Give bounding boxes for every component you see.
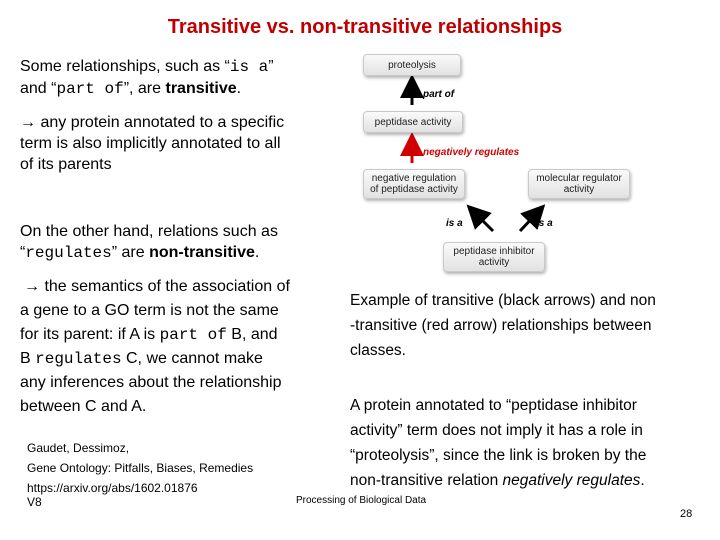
transitive-term: transitive <box>165 80 237 97</box>
node-peptidase-inhibitor: peptidase inhibitor activity <box>443 242 545 272</box>
footer-course: Processing of Biological Data <box>296 495 427 506</box>
transitive-intro: Some relationships, such as “is a” and “part of”, are transitive. <box>20 58 274 98</box>
transitive-implication: → any protein annotated to a specific term is also implicitly annotated to all of its parents <box>20 114 285 173</box>
go-relationship-diagram <box>355 48 675 278</box>
edge-label-negatively-regulates: negatively regulates <box>423 147 520 158</box>
is-a-right-arrow <box>520 213 537 231</box>
version-label: V8 <box>27 495 42 509</box>
node-peptidase-activity: peptidase activity <box>363 111 463 133</box>
edge-label-is-a-right: is a <box>536 218 553 229</box>
node-molecular-regulator: molecular regulator activity <box>528 169 630 199</box>
edge-label-is-a-left: is a <box>446 218 463 229</box>
page-number: 28 <box>680 508 693 520</box>
reference-authors: Gaudet, Dessimoz, <box>27 441 130 455</box>
node-negative-regulation: negative regulation of peptidase activity <box>363 169 465 199</box>
slide-title: Transitive vs. non-transitive relationships <box>167 16 563 38</box>
is-a-left-arrow <box>475 213 493 231</box>
reference-url[interactable]: https://arxiv.org/abs/1602.01876 <box>27 481 198 495</box>
semantics-explanation: → the semantics of the association of a gene to a GO term is not the same for its parent: if A is part of B, and B regulates C, we cannot make any inferences about the relationship between C and A. <box>20 278 290 415</box>
reference-paper-title: Gene Ontology: Pitfalls, Biases, Remedies <box>27 461 254 475</box>
diagram-caption: Example of transitive (black arrows) and non -transitive (red arrow) relationships between classes. <box>350 292 656 359</box>
non-transitive-term: non-transitive <box>149 244 255 261</box>
node-proteolysis: proteolysis <box>363 54 461 76</box>
edge-label-part-of: part of <box>423 89 455 100</box>
non-transitive-intro: On the other hand, relations such as “regulates” are non-transitive. <box>20 223 278 262</box>
inference-note: A protein annotated to “peptidase inhibitor activity” term does not imply it has a role in “proteolysis”, since the link is broken by the non-transitive relation negatively regulates. <box>350 397 647 489</box>
